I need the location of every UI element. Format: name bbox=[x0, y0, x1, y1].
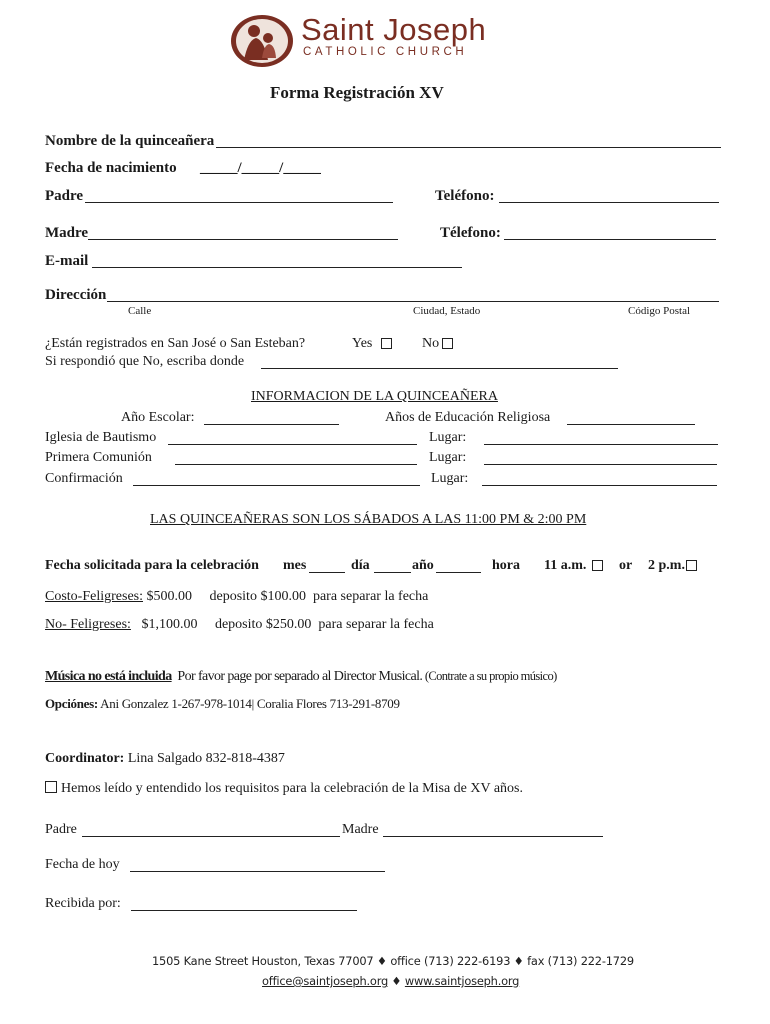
cost-members-label: Costo-Feligreses: bbox=[45, 589, 143, 604]
phone2-field[interactable] bbox=[504, 239, 716, 240]
cost-non-members-label: No- Feligreses: bbox=[45, 617, 131, 632]
confirmation-place-field[interactable] bbox=[482, 485, 717, 486]
cost-members-line bbox=[45, 589, 428, 605]
confirmation-field[interactable] bbox=[133, 485, 420, 486]
quinceanera-label: Nombre de la quinceañera bbox=[45, 133, 215, 149]
mother-signature-label: Madre bbox=[342, 822, 379, 837]
music-options-text: Ani Gonzalez 1-267-978-1014| Coralia Flores 713-291-8709 bbox=[97, 696, 400, 711]
month-label: mes bbox=[283, 558, 307, 573]
coordinator-text: Lina Salgado 832-818-4387 bbox=[124, 751, 285, 766]
yes-checkbox[interactable] bbox=[381, 338, 392, 349]
music-text: Por favor page por separado al Director Musical. bbox=[171, 669, 423, 684]
year-label: año bbox=[412, 558, 434, 573]
no-checkbox[interactable] bbox=[442, 338, 453, 349]
time-11am-checkbox[interactable] bbox=[592, 560, 603, 571]
phone1-label: Teléfono: bbox=[435, 188, 495, 204]
cost-non-members-text: $1,100.00 deposito $250.00 para separar la fecha bbox=[130, 617, 434, 632]
registered-question-text: ¿Están registrados en San José o San Esteban? bbox=[45, 336, 306, 351]
acknowledgement-line[interactable] bbox=[45, 781, 523, 797]
music-label: Música no está incluida bbox=[45, 669, 172, 684]
footer-separator: ♦ bbox=[388, 974, 405, 988]
time-2pm-checkbox[interactable] bbox=[686, 560, 697, 571]
time-11am-option[interactable] bbox=[544, 558, 603, 574]
music-line bbox=[45, 669, 557, 685]
coordinator-label: Coordinator: bbox=[45, 751, 125, 766]
year-field[interactable] bbox=[436, 572, 481, 573]
registered-question bbox=[45, 336, 305, 352]
confirmation-label: Confirmación bbox=[45, 471, 123, 486]
communion-field[interactable] bbox=[175, 464, 417, 465]
registered-no-option[interactable] bbox=[422, 336, 453, 352]
father-label: Padre bbox=[45, 188, 84, 204]
cost-members-text: $500.00 deposito $100.00 para separar la fecha bbox=[143, 589, 429, 604]
music-note: (Contrate a su propio músico) bbox=[422, 669, 557, 683]
communion-label: Primera Comunión bbox=[45, 450, 152, 465]
confirmation-place-label: Lugar: bbox=[431, 471, 469, 486]
acknowledgement-checkbox[interactable] bbox=[45, 781, 57, 793]
address-label: Dirección bbox=[45, 287, 107, 303]
date-today-label: Fecha de hoy bbox=[45, 857, 120, 872]
time-11am-label: 11 a.m. bbox=[544, 558, 587, 573]
time-label: hora bbox=[492, 558, 520, 573]
father-signature-label: Padre bbox=[45, 822, 77, 837]
school-year-field[interactable] bbox=[204, 424, 339, 425]
footer-contact bbox=[262, 974, 519, 988]
zip-sublabel: Código Postal bbox=[628, 305, 691, 317]
baptism-place-label: Lugar: bbox=[429, 430, 467, 445]
church-logo bbox=[230, 14, 294, 68]
received-by-label: Recibida por: bbox=[45, 896, 121, 911]
saint-joseph-emblem-icon bbox=[230, 14, 294, 68]
church-name: Saint Joseph bbox=[301, 12, 487, 47]
registered-yes-option[interactable] bbox=[352, 336, 392, 352]
mother-label: Madre bbox=[45, 225, 89, 241]
birth-date-field[interactable]: _____/_____/_____ bbox=[200, 160, 321, 176]
time-2pm-option[interactable] bbox=[648, 558, 697, 574]
church-subtitle: CATHOLIC CHURCH bbox=[303, 46, 468, 58]
mother-field[interactable] bbox=[88, 239, 398, 240]
birth-date-label: Fecha de nacimiento bbox=[45, 160, 177, 176]
acknowledgement-text: Hemos leído y entendido los requisitos para la celebración de la Misa de XV años. bbox=[61, 781, 524, 796]
footer-email-link[interactable]: office@saintjoseph.org bbox=[262, 974, 389, 988]
phone1-field[interactable] bbox=[499, 202, 719, 203]
mother-signature-field[interactable] bbox=[383, 836, 603, 837]
father-signature-field[interactable] bbox=[82, 836, 340, 837]
day-field[interactable] bbox=[374, 572, 411, 573]
father-field[interactable] bbox=[85, 202, 393, 203]
baptism-label: Iglesia de Bautismo bbox=[45, 430, 157, 445]
registered-no-label: No bbox=[422, 336, 440, 351]
registered-followup-label: Si respondió que No, escriba donde bbox=[45, 354, 245, 369]
communion-place-label: Lugar: bbox=[429, 450, 467, 465]
cost-non-members-line bbox=[45, 617, 434, 633]
baptism-place-field[interactable] bbox=[484, 444, 718, 445]
phone2-label: Télefono: bbox=[440, 225, 501, 241]
city-sublabel: Ciudad, Estado bbox=[413, 305, 481, 317]
music-options-label: Opciónes: bbox=[45, 696, 98, 711]
date-today-field[interactable] bbox=[130, 871, 385, 872]
day-label: día bbox=[351, 558, 370, 573]
baptism-field[interactable] bbox=[168, 444, 417, 445]
religious-ed-field[interactable] bbox=[567, 424, 695, 425]
date-request-label: Fecha solicitada para la celebración bbox=[45, 558, 259, 573]
saturdays-note: LAS QUINCEAÑERAS SON LOS SÁBADOS A LAS 11:00 PM & 2:00 PM bbox=[150, 512, 587, 527]
communion-place-field[interactable] bbox=[484, 464, 717, 465]
info-section-title: INFORMACION DE LA QUINCEAÑERA bbox=[251, 389, 498, 404]
music-options-line bbox=[45, 696, 400, 712]
month-field[interactable] bbox=[309, 572, 345, 573]
registered-yes-label: Yes bbox=[352, 336, 373, 351]
form-title: Forma Registración XV bbox=[270, 83, 444, 102]
street-sublabel: Calle bbox=[128, 305, 152, 317]
footer-address: 1505 Kane Street Houston, Texas 77007 ♦ office (713) 222-6193 ♦ fax (713) 222-1729 bbox=[152, 954, 634, 968]
email-label: E-mail bbox=[45, 253, 89, 269]
time-2pm-label: 2 p.m. bbox=[648, 558, 685, 573]
email-field[interactable] bbox=[92, 267, 462, 268]
registered-followup-field[interactable] bbox=[261, 368, 618, 369]
coordinator-line bbox=[45, 751, 285, 767]
received-by-field[interactable] bbox=[131, 910, 357, 911]
or-label: or bbox=[619, 558, 633, 573]
footer-website-link[interactable]: www.saintjoseph.org bbox=[404, 974, 520, 988]
quinceanera-field[interactable] bbox=[216, 147, 721, 148]
school-year-label: Año Escolar: bbox=[121, 410, 195, 425]
address-field[interactable] bbox=[107, 301, 719, 302]
religious-ed-label: Años de Educación Religiosa bbox=[385, 410, 551, 425]
